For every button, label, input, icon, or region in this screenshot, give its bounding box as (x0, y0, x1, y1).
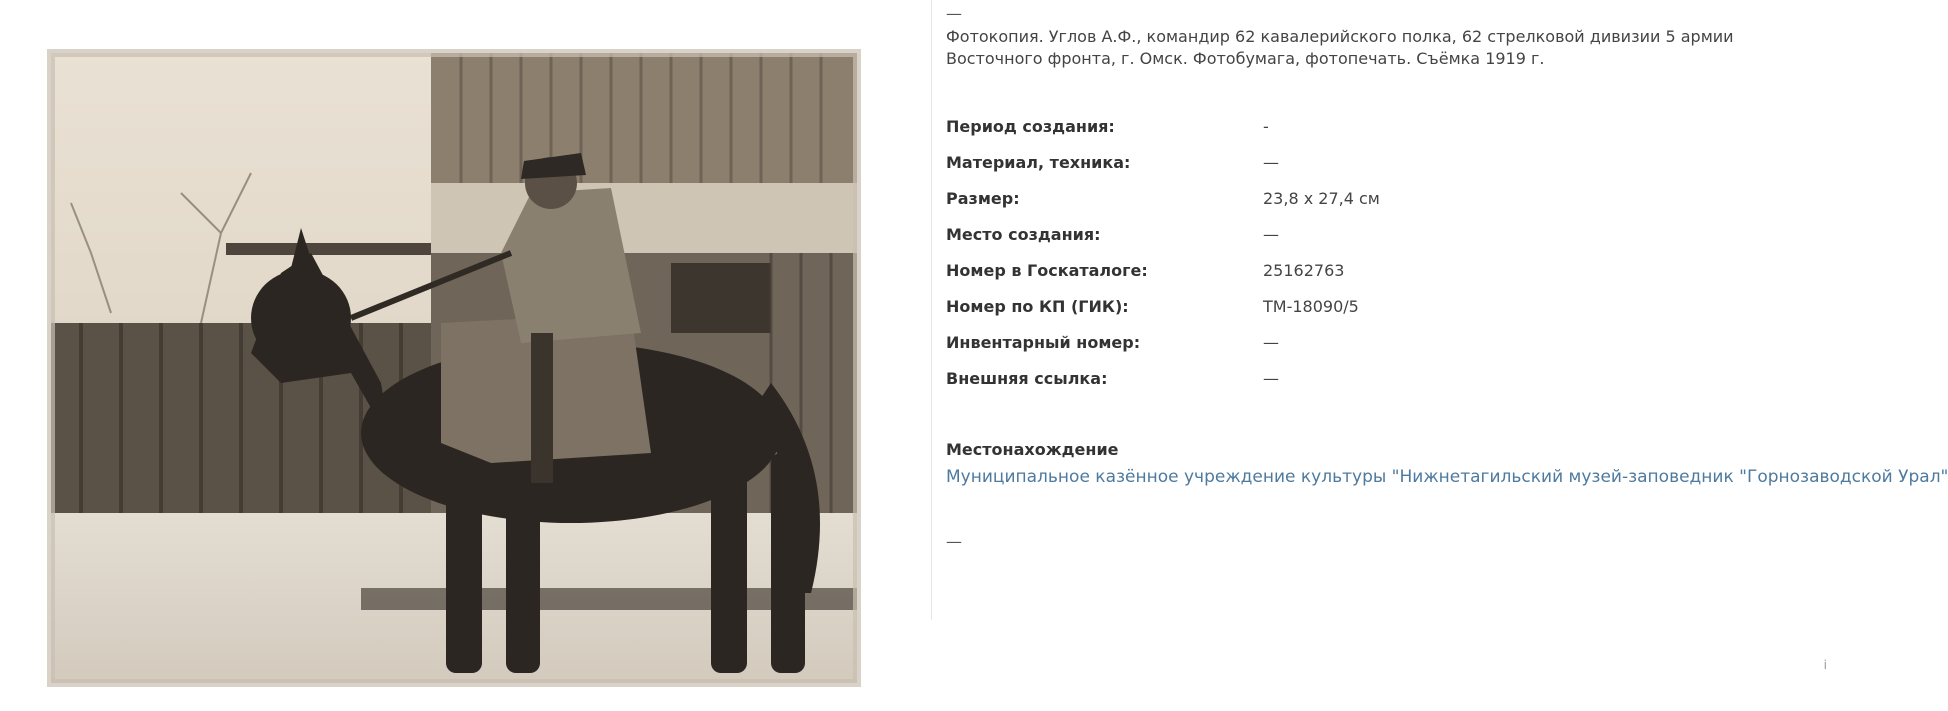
column-divider (931, 0, 932, 620)
artifact-photo[interactable] (51, 53, 857, 683)
location-link[interactable]: Муниципальное казённое учреждение культуры "Нижнетагильский музей-заповедник "Горнозаводской Урал" (946, 467, 1948, 487)
artifact-description: Фотокопия. Углов А.Ф., командир 62 кавалерийского полка, 62 стрелковой дивизии 5 армии Восточного фронта, г. Омск. Фотобумага, фотопечать. Съёмка 1919 г. (946, 27, 1734, 68)
property-value: 25162763 (1263, 261, 1345, 280)
property-value: — (1263, 333, 1279, 352)
dash-top: — (946, 4, 962, 23)
property-row (946, 113, 1826, 149)
properties-list (946, 113, 1826, 401)
property-value: — (1263, 225, 1279, 244)
corner-mark: i (1823, 658, 1827, 672)
property-value: ТМ-18090/5 (1263, 297, 1359, 316)
property-label: Номер по КП (ГИК): (946, 297, 1129, 316)
property-value: — (1263, 153, 1279, 172)
artifact-photo-image (51, 53, 857, 683)
property-label: Период создания: (946, 117, 1115, 136)
property-row (946, 365, 1826, 401)
property-row (946, 257, 1826, 293)
property-value: 23,8 x 27,4 см (1263, 189, 1380, 208)
property-label: Материал, техника: (946, 153, 1131, 172)
property-row (946, 149, 1826, 185)
property-value: - (1263, 117, 1269, 136)
property-label: Место создания: (946, 225, 1101, 244)
property-row (946, 221, 1826, 257)
dash-bottom: — (946, 532, 962, 551)
property-row (946, 329, 1826, 365)
info-panel (946, 0, 1948, 711)
property-row (946, 185, 1826, 221)
property-label: Номер в Госкаталоге: (946, 261, 1148, 280)
property-row (946, 293, 1826, 329)
location-heading: Местонахождение (946, 440, 1119, 459)
property-label: Инвентарный номер: (946, 333, 1141, 352)
property-label: Размер: (946, 189, 1020, 208)
property-label: Внешняя ссылка: (946, 369, 1108, 388)
property-value: — (1263, 369, 1279, 388)
